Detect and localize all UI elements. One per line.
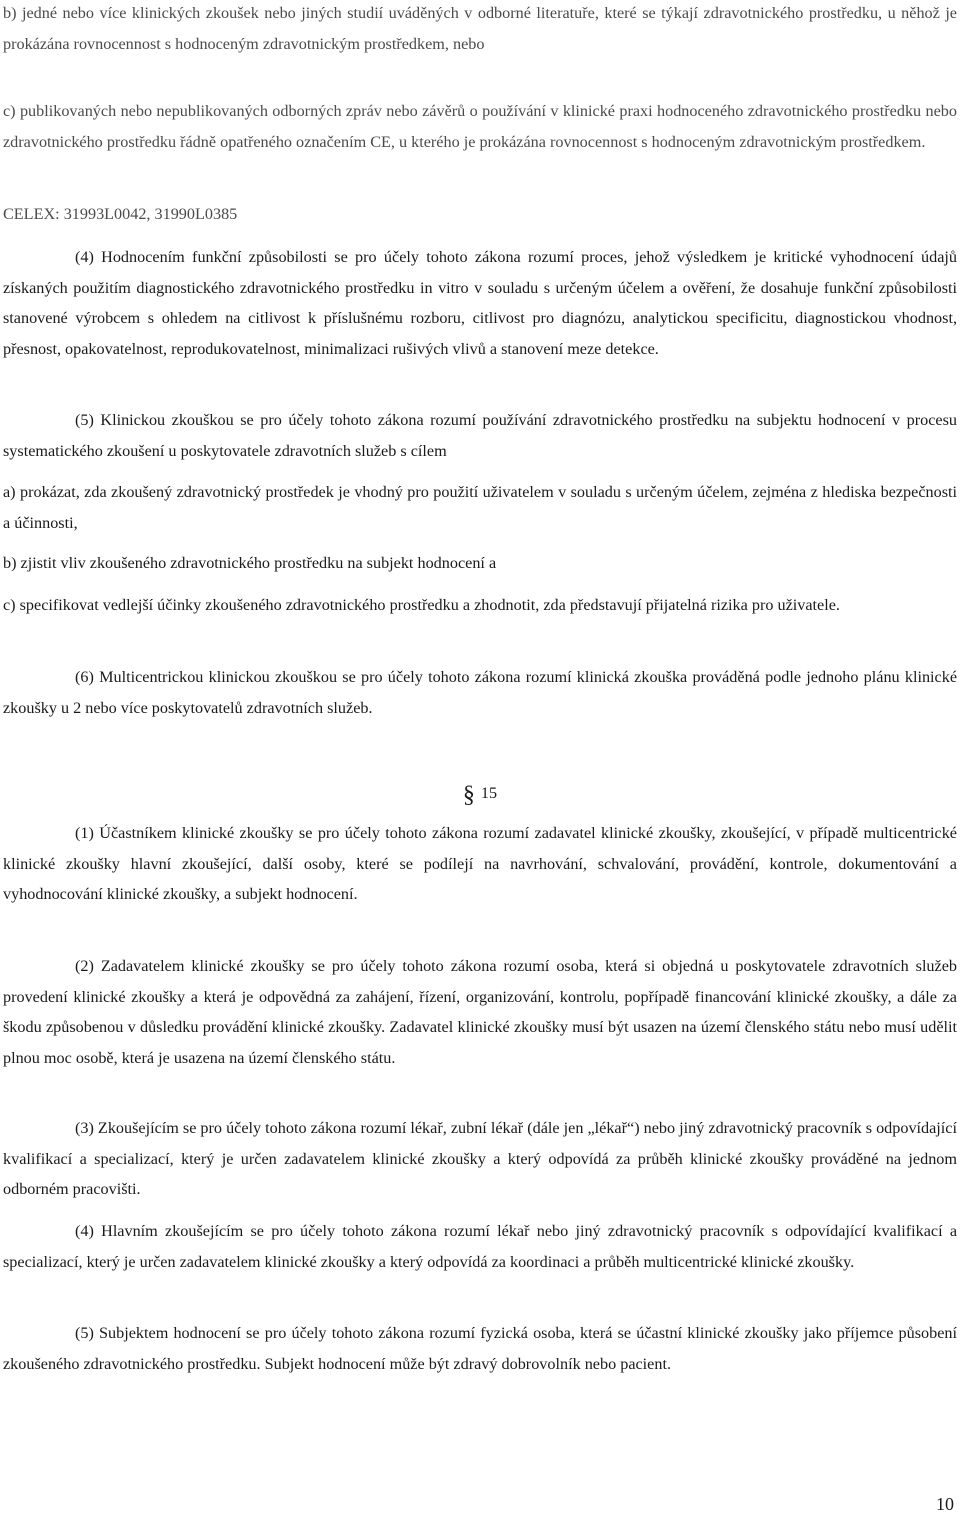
paragraph-4: (4) Hodnocením funkční způsobilosti se pro účely tohoto zákona rozumí proces, jehož výsledkem je kritické vyhodnocení údajů získaných použitím diagnostického zdravotnického prostředku in vitro v souladu s určeným účelem a ověření, že dosahuje funkční způsobilosti stanovené výrobcem s ohledem na citlivost k příslušnému rozboru, citlivost pro diagnózu, analytickou specificitu, diagnostickou vhodnost, přesnost, opakovatelnost, reprodukovatelnost, minimalizaci rušivých vlivů a stanovení meze detekce.	[3, 248, 957, 358]
celex-reference: CELEX: 31993L0042, 31990L0385	[3, 205, 238, 223]
paragraph-6: (6) Multicentrickou klinickou zkouškou se pro účely tohoto zákona rozumí klinická zkouška prováděná podle jednoho plánu klinické zkoušky u 2 nebo více poskytovatelů zdravotních služeb.	[3, 668, 957, 717]
section-paragraph-5: (5) Subjektem hodnocení se pro účely tohoto zákona rozumí fyzická osoba, která se účastní klinické zkoušky jako příjemce působení zkoušeného zdravotnického prostředku. Subjekt hodnocení může být zdravý dobrovolník nebo pacient.	[3, 1324, 957, 1373]
paragraph-5c: c) specifikovat vedlejší účinky zkoušeného zdravotnického prostředku a zhodnotit, zda představují přijatelná rizika pro uživatele.	[3, 596, 840, 614]
section-paragraph-2: (2) Zadavatelem klinické zkoušky se pro účely tohoto zákona rozumí osoba, která si objedná u poskytovatele zdravotních služeb provedení klinické zkoušky a která je odpovědná za zahájení, řízení, organizování, kontrolu, popřípadě financování klinické zkoušky, a dále za škodu způsobenou v důsledku provádění klinické zkoušky. Zadavatel klinické zkoušky musí být usazen na území členského státu nebo musí udělit plnou moc osobě, která je usazena na území členského státu.	[3, 957, 957, 1067]
section-paragraph-1: (1) Účastníkem klinické zkoušky se pro účely tohoto zákona rozumí zadavatel klinické zkoušky, zkoušející, v případě multicentrické klinické zkoušky hlavní zkoušející, další osoby, které se podílejí na navrhování, schvalování, provádění, kontrole, dokumentování a vyhodnocování klinické zkoušky, a subjekt hodnocení.	[3, 824, 957, 904]
paragraph-5: (5) Klinickou zkouškou se pro účely tohoto zákona rozumí používání zdravotnického prostředku na subjektu hodnocení v procesu systematického zkoušení u poskytovatele zdravotních služeb s cílem	[3, 411, 957, 460]
section-paragraph-3: (3) Zkoušejícím se pro účely tohoto zákona rozumí lékař, zubní lékař (dále jen „lékař“) nebo jiný zdravotnický pracovník s odpovídající kvalifikací a specializací, který je určen zadavatelem klinické zkoušky a který odpovídá za průběh klinické zkoušky prováděné na jednom odborném pracovišti.	[3, 1119, 957, 1199]
page-number: 10	[936, 1494, 954, 1514]
paragraph-b: b) jedné nebo více klinických zkoušek nebo jiných studií uváděných v odborné literatuře, které se týkají zdravotnického prostředku, u něhož je prokázána rovnocennost s hodnoceným zdravotnickým prostředkem, nebo	[3, 4, 957, 53]
paragraph-5b: b) zjistit vliv zkoušeného zdravotnického prostředku na subjekt hodnocení a	[3, 554, 497, 572]
paragraph-c: c) publikovaných nebo nepublikovaných odborných zpráv nebo závěrů o používání v klinické praxi hodnoceného zdravotnického prostředku nebo zdravotnického prostředku řádně opatřeného označením CE, u kterého je prokázána rovnocennost s hodnoceným zdravotnickým prostředkem.	[3, 102, 957, 151]
section-number: 15	[480, 784, 498, 802]
document-page	[3, 0, 957, 1524]
section-symbol: §	[462, 782, 475, 808]
section-heading	[3, 778, 957, 808]
paragraph-5a: a) prokázat, zda zkoušený zdravotnický prostředek je vhodný pro použití uživatelem v souladu s určeným účelem, zejména z hlediska bezpečnosti a účinnosti,	[3, 483, 957, 532]
section-paragraph-4: (4) Hlavním zkoušejícím se pro účely tohoto zákona rozumí lékař nebo jiný zdravotnický pracovník s odpovídající kvalifikací a specializací, který je určen zadavatelem klinické zkoušky a který odpovídá za koordinaci a průběh multicentrické klinické zkoušky.	[3, 1222, 957, 1271]
